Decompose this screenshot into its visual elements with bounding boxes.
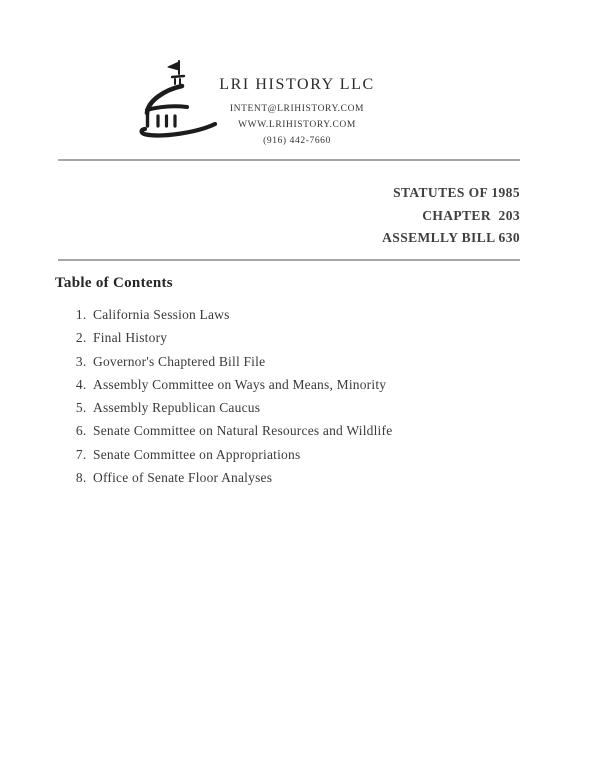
toc-item-label: Senate Committee on Natural Resources and Wildlife	[93, 423, 393, 439]
toc-item	[90, 443, 392, 466]
divider-top	[58, 159, 520, 161]
chapter-line: CHAPTER 203	[422, 207, 520, 223]
toc-item-label: Governor's Chaptered Bill File	[93, 353, 266, 369]
toc-item-label: Office of Senate Floor Analyses	[93, 470, 273, 486]
bill-line: ASSEMLLY BILL 630	[382, 230, 520, 245]
toc-item	[90, 419, 392, 442]
toc-item-label: Assembly Republican Caucus	[93, 400, 261, 416]
letterhead-text	[0, 76, 594, 149]
company-name: LRI HISTORY LLC	[219, 76, 375, 93]
toc-item	[90, 466, 392, 489]
toc-heading: Table of Contents	[55, 275, 173, 291]
divider-bottom	[58, 259, 520, 261]
company-website: WWW.LRIHISTORY.COM	[238, 120, 356, 130]
toc-item	[90, 350, 392, 373]
company-phone: (916) 442-7660	[263, 136, 331, 146]
toc-list	[55, 303, 392, 489]
letterhead	[0, 0, 600, 160]
toc-item-label: Senate Committee on Appropriations	[93, 446, 301, 462]
toc-item-label: Assembly Committee on Ways and Means, Minority	[93, 376, 387, 392]
toc-item-label: Final History	[93, 330, 168, 346]
toc-item	[90, 326, 392, 349]
toc-item	[90, 303, 392, 326]
toc-item	[90, 373, 392, 396]
company-email: INTENT@LRIHISTORY.COM	[229, 104, 365, 114]
toc-item	[90, 396, 392, 419]
toc-item-label: California Session Laws	[93, 307, 230, 322]
document-info	[382, 182, 520, 250]
statutes-line: STATUTES OF 1985	[393, 185, 520, 200]
